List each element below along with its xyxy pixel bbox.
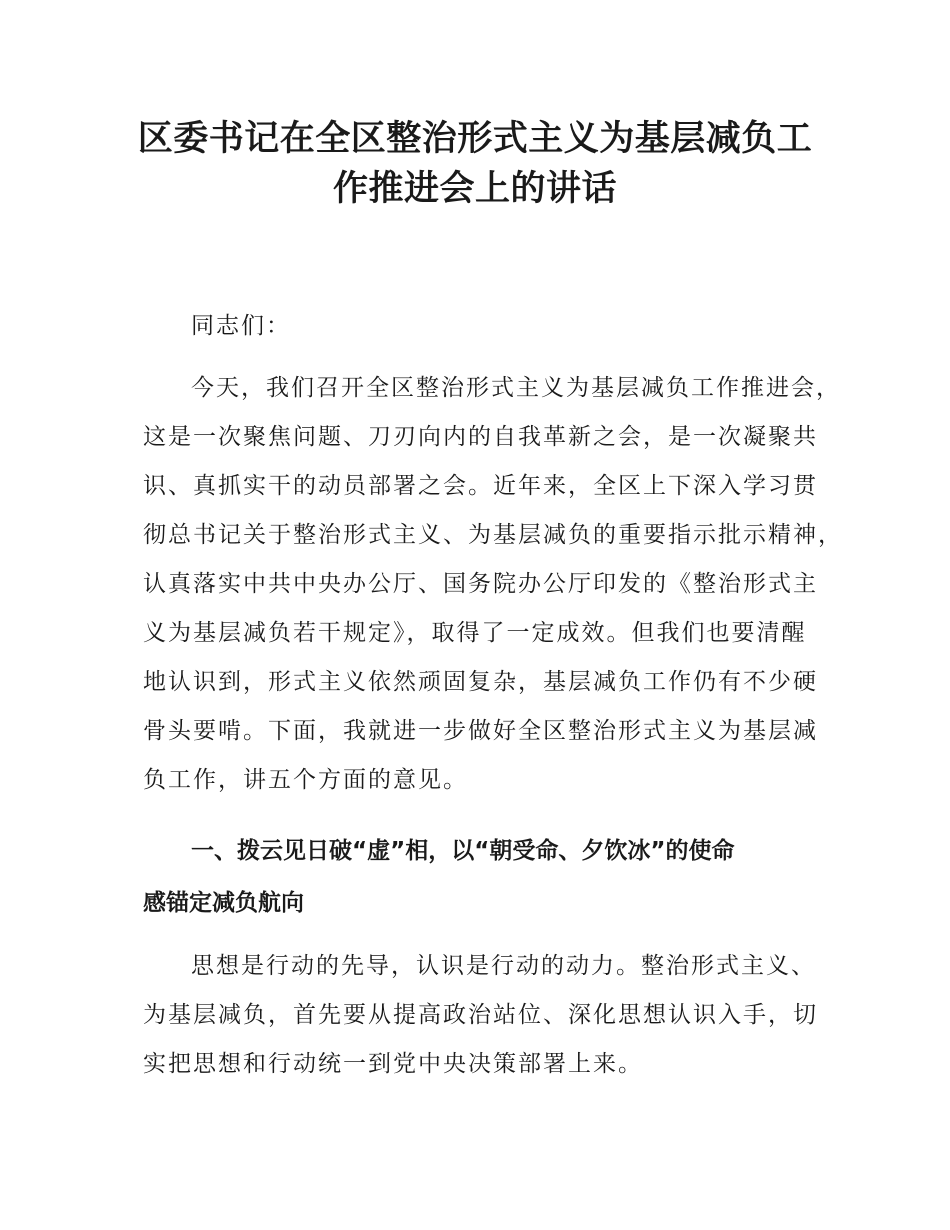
paragraph-line: 彻总书记关于整治形式主义、为基层减负的重要指示批示精神，: [143, 522, 843, 548]
document-title: [120, 114, 830, 214]
paragraph-line: 认真落实中共中央办公厅、国务院办公厅印发的《整治形式主: [143, 571, 818, 597]
salutation-text: 同志们：: [191, 313, 291, 339]
paragraph-line: 义为基层减负若干规定》，取得了一定成效。但我们也要清醒: [143, 620, 807, 646]
paragraph-line: 为基层减负，首先要从提高政治站位、深化思想认识入手，切: [143, 1002, 818, 1028]
paragraph-line: 骨头要啃。下面，我就进一步做好全区整治形式主义为基层减: [143, 718, 818, 744]
title-line: 区委书记在全区整治形式主义为基层减负工: [137, 119, 813, 159]
section-heading: [143, 825, 833, 929]
paragraph-line: 这是一次聚焦问题、刀刃向内的自我革新之会，是一次凝聚共: [143, 424, 818, 450]
paragraph-line: 地认识到，形式主义依然顽固复杂，基层减负工作仍有不少硬: [143, 669, 818, 695]
paragraph-line: 实把思想和行动统一到党中央决策部署上来。: [143, 1051, 643, 1077]
salutation: [143, 302, 833, 351]
heading-line: 一、拨云见日破“虚”相，以“朝受命、夕饮冰”的使命: [191, 838, 735, 864]
paragraph-line: 负工作，讲五个方面的意见。: [143, 767, 468, 793]
heading-line: 感锚定减负航向: [143, 890, 304, 916]
title-line: 作推进会上的讲话: [332, 169, 617, 209]
paragraph-line: 今天，我们召开全区整治形式主义为基层减负工作推进会，: [191, 375, 841, 401]
paragraph-line: 思想是行动的先导，认识是行动的动力。整治形式主义、: [191, 953, 816, 979]
paragraph-line: 识、真抓实干的动员部署之会。近年来，全区上下深入学习贯: [143, 473, 818, 499]
section-paragraph: [143, 942, 833, 1089]
intro-paragraph: [143, 364, 843, 805]
